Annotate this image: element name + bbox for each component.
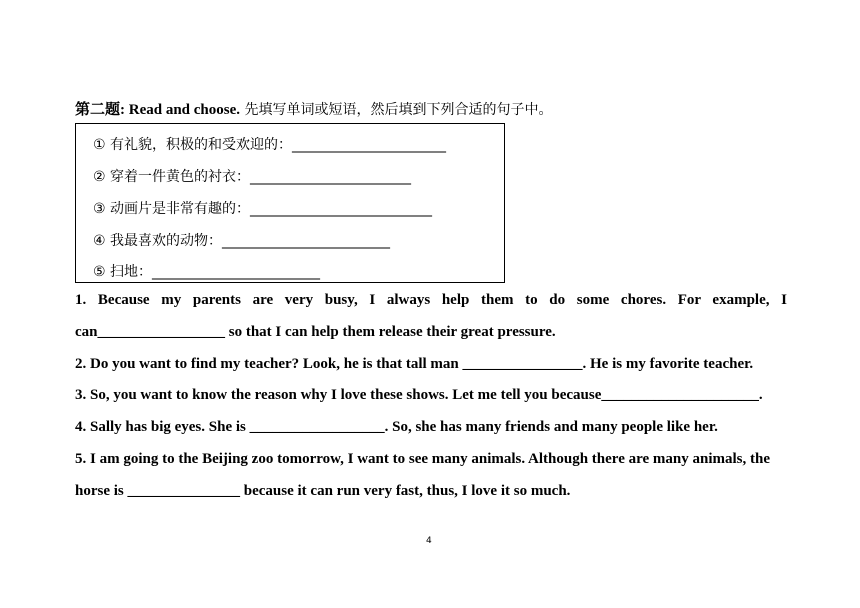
section-title (75, 98, 552, 119)
page-number: 4 (426, 536, 432, 546)
vocabulary-box (75, 123, 505, 283)
option-2: ② 穿着一件黄色的衬衣：_______________________ (93, 169, 412, 185)
question-4: 4. Sally has big eyes. She is __________________. So, she has many friends and many people like her. (75, 419, 718, 435)
section-label: 第二题: (75, 102, 125, 118)
option-5: ⑤ 扫地：________________________ (93, 264, 321, 280)
option-1: ① 有礼貌，积极的和受欢迎的：______________________ (93, 137, 447, 153)
question-3: 3. So, you want to know the reason why I love these shows. Let me tell you because_____________________. (75, 387, 763, 403)
question-1-line-2: can_________________ so that I can help them release their great pressure. (75, 324, 556, 340)
question-5-line-1: 5. I am going to the Beijing zoo tomorrow, I want to see many animals. Although there are many animals, the (75, 451, 770, 467)
question-5-line-2: horse is _______________ because it can run very fast, thus, I love it so much. (75, 483, 571, 499)
instruction-chinese: 先填写单词或短语，然后填到下列合适的句子中。 (240, 102, 553, 118)
question-2: 2. Do you want to find my teacher? Look, he is that tall man ________________. He is my favorite teacher. (75, 356, 754, 372)
question-1-line-1: 1. Because my parents are very busy, I always help them to do some chores. For example, I (75, 292, 787, 308)
option-4: ④ 我最喜欢的动物：________________________ (93, 233, 391, 249)
option-3: ③ 动画片是非常有趣的：__________________________ (93, 201, 433, 217)
instruction-english: Read and choose. (125, 102, 241, 118)
